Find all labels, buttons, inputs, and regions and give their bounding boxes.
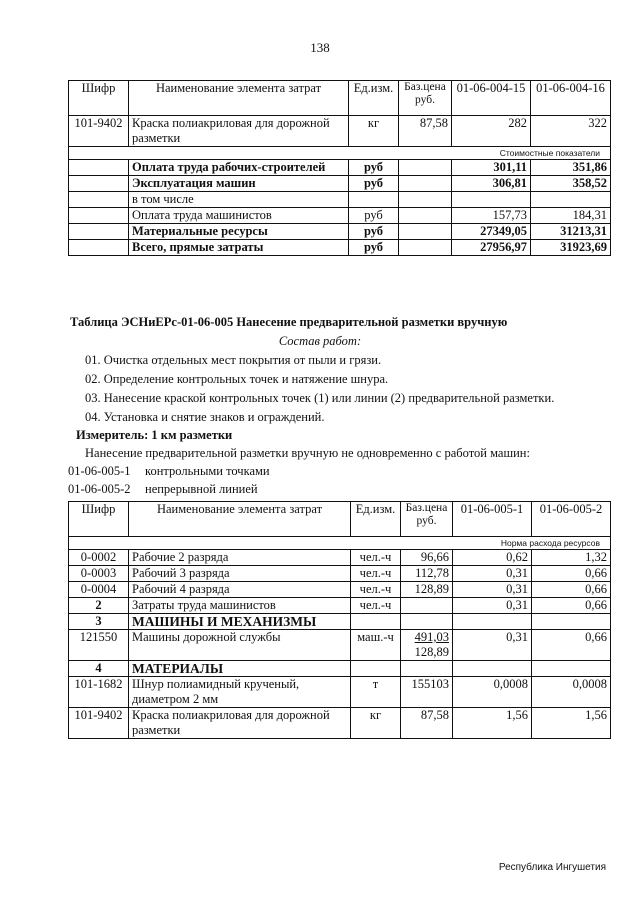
cell-price: 87,58 [401,708,453,739]
table-row [69,224,611,240]
header-code: Шифр [69,81,129,116]
cell-name: Рабочие 2 разряда [129,550,351,566]
cell-code: 0-0004 [69,582,129,598]
cost-v2: 31923,69 [531,240,611,256]
page-number: 138 [310,40,330,55]
cell-price [401,630,453,661]
cell-price: 112,78 [401,566,453,582]
section-row [69,661,611,677]
cell-unit: кг [349,116,399,147]
cell-v1: 1,56 [453,708,532,739]
variant-code: 01-06-005-1 [68,464,131,478]
table-row [69,192,611,208]
cost-v2: 184,31 [531,208,611,224]
cost-name: Эксплуатация машин [129,176,349,192]
section-code: 4 [69,661,129,677]
header-col2: 01-06-004-16 [531,81,611,116]
variant-code: 01-06-005-2 [68,482,131,496]
cell-v2: 0,0008 [532,677,611,708]
table-row [69,176,611,192]
cell-code: 101-9402 [69,708,129,739]
cost-v1: 27956,97 [452,240,531,256]
table-row [69,630,611,661]
cell-v1: 0,62 [453,550,532,566]
cell-v2: 1,32 [532,550,611,566]
cell-v2: 0,66 [532,630,611,661]
resource-table [68,501,611,739]
work-step: 02. Определение контрольных точек и натяжение шнура. [85,372,389,386]
header-col1: 01-06-005-1 [453,502,532,537]
cost-unit: руб [349,224,399,240]
header-col2: 01-06-005-2 [532,502,611,537]
header-unit: Ед.изм. [349,81,399,116]
header-code: Шифр [69,502,129,537]
cell-v1: 0,31 [453,582,532,598]
cell-price: 128,89 [401,582,453,598]
cell-code: 121550 [69,630,129,661]
table-row [69,116,611,147]
table-row [69,598,611,614]
cell-price: 87,58 [399,116,452,147]
header-price: Баз.цена руб. [399,81,452,116]
cell-unit: кг [351,708,401,739]
cost-v2: 31213,31 [531,224,611,240]
cell-v1: 0,31 [453,630,532,661]
cell-name: Машины дорожной службы [129,630,351,661]
cost-name: Всего, прямые затраты [129,240,349,256]
cost-table-1 [68,80,611,256]
cell-v1: 0,31 [453,598,532,614]
header-col1: 01-06-004-15 [452,81,531,116]
work-step: 04. Установка и снятие знаков и ограждений. [85,410,325,424]
cell-code: 2 [69,598,129,614]
variant-text: контрольными точками [145,464,270,478]
section-heading: МАШИНЫ И МЕХАНИЗМЫ [129,614,351,630]
cost-unit: руб [349,240,399,256]
cell-v2: 1,56 [532,708,611,739]
cell-name: Шнур полиамидный крученый, диаметром 2 мм [129,677,351,708]
section-heading: МАТЕРИАЛЫ [129,661,351,677]
section-note: Стоимостные показатели [69,147,611,160]
table-row [69,677,611,708]
footer-region: Республика Ингушетия [498,862,606,873]
table-row [69,582,611,598]
cost-name: Оплата труда рабочих-строителей [129,160,349,176]
cell-code: 101-1682 [69,677,129,708]
cell-code: 0-0002 [69,550,129,566]
cell-unit: чел.-ч [351,598,401,614]
cell-unit: чел.-ч [351,550,401,566]
table-row [69,160,611,176]
cost-v1: 301,11 [452,160,531,176]
cell-price: 96,66 [401,550,453,566]
cell-unit: чел.-ч [351,566,401,582]
cell-name: Рабочий 4 разряда [129,582,351,598]
cell-name: Краска полиакриловая для дорожной разметки [129,708,351,739]
price-denominator: 128,89 [414,645,449,659]
table-header-row [69,502,611,537]
work-step: 01. Очистка отдельных мест покрытия от пыли и грязи. [85,353,382,367]
measure-unit: Измеритель: 1 км разметки [76,428,233,442]
header-name: Наименование элемента затрат [129,502,351,537]
cost-v1: 157,73 [452,208,531,224]
section-description: Нанесение предварительной разметки вручную не одновременно с работой машин: [85,446,530,460]
header-price: Баз.цена руб. [401,502,453,537]
cell-price: 155103 [401,677,453,708]
cell-v1: 0,31 [453,566,532,582]
table-row [69,708,611,739]
cell-v2: 0,66 [532,598,611,614]
table-row [69,566,611,582]
header-unit: Ед.изм. [351,502,401,537]
cell-unit: т [351,677,401,708]
section-title: Таблица ЭСНиЕРс-01-06-005 Нанесение предварительной разметки вручную [70,315,508,329]
cell-code: 101-9402 [69,116,129,147]
work-step: 03. Нанесение краской контрольных точек (1) или линии (2) предварительной разметки. [85,391,555,405]
table-row [69,240,611,256]
cell-v2: 0,66 [532,582,611,598]
section-note: Норма расхода ресурсов [69,537,611,550]
cell-v1: 0,0008 [453,677,532,708]
section-subtitle: Состав работ: [278,334,362,348]
variant-text: непрерывной линией [145,482,258,496]
table-row [69,208,611,224]
cell-name: Краска полиакриловая для дорожной разметки [129,116,349,147]
cost-v1: 27349,05 [452,224,531,240]
cost-v2: 358,52 [531,176,611,192]
cost-unit: руб [349,160,399,176]
cell-name: Затраты труда машинистов [129,598,351,614]
cell-name: Рабочий 3 разряда [129,566,351,582]
cost-name: Оплата труда машинистов [129,208,349,224]
table-row [69,550,611,566]
table-header-row [69,81,611,116]
section-note-row [69,537,611,550]
cell-v1: 282 [452,116,531,147]
cost-v1: 306,81 [452,176,531,192]
cost-unit: руб [349,208,399,224]
price-numerator: 491,03 [414,630,449,644]
cell-unit: чел.-ч [351,582,401,598]
section-row [69,614,611,630]
section-note-row [69,147,611,160]
cell-code: 0-0003 [69,566,129,582]
cost-name: в том числе [129,192,349,208]
cost-v2: 351,86 [531,160,611,176]
header-name: Наименование элемента затрат [129,81,349,116]
cell-v2: 0,66 [532,566,611,582]
section-code: 3 [69,614,129,630]
cell-v2: 322 [531,116,611,147]
cost-name: Материальные ресурсы [129,224,349,240]
cost-unit: руб [349,176,399,192]
cell-unit: маш.-ч [351,630,401,661]
